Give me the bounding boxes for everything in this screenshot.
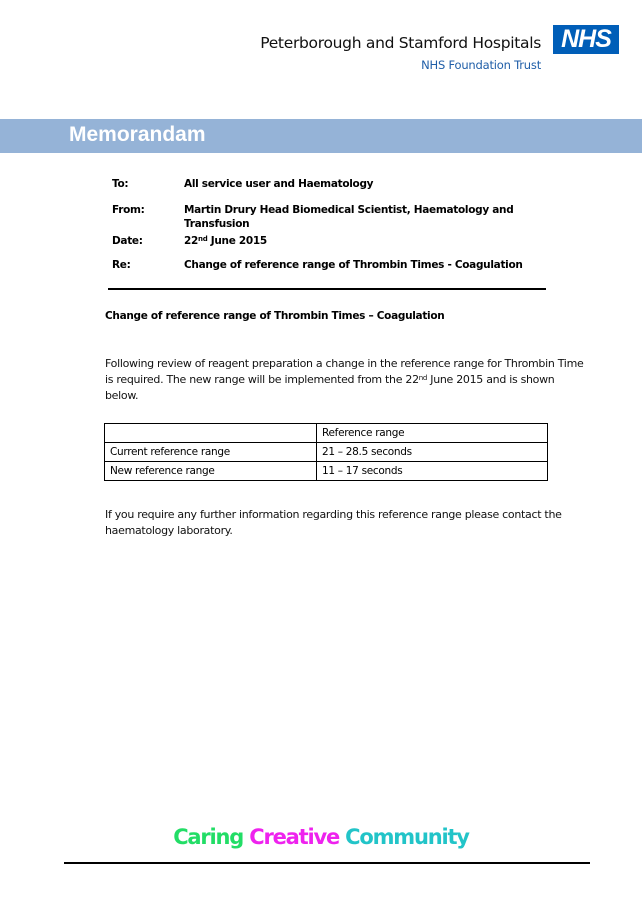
table-cell: 11 – 17 seconds [317,462,548,481]
re-value: Change of reference range of Thrombin Times - Coagulation [184,259,523,271]
from-label: From: [112,204,145,216]
intro-paragraph [105,356,585,404]
date-rest: June 2015 [207,235,267,247]
date-value [184,234,534,248]
organisation-name: Peterborough and Stamford Hospitals [260,34,541,52]
footer-slogan [0,825,642,849]
to-label: To: [112,178,129,190]
table-row [105,443,548,462]
reference-range-table [104,423,548,481]
table-cell: New reference range [105,462,317,481]
table-header-row [105,424,548,443]
slogan-word-community: Community [345,825,469,849]
footer-divider [64,862,590,864]
memo-title: Memorandam [69,123,206,146]
date-label: Date: [112,235,143,247]
nhs-logo: NHS [553,25,619,54]
from-value: Martin Drury Head Biomedical Scientist, Haematology and Transfusion [184,204,514,230]
intro-text-2: June 2015 and is shown below. [105,373,555,402]
slogan-word-caring: Caring [173,825,244,849]
intro-date-suffix: nd [418,374,428,382]
slogan-word-creative: Creative [249,825,340,849]
header-divider [108,288,546,290]
table-header-cell: Reference range [317,424,548,443]
table-cell: Current reference range [105,443,317,462]
re-label: Re: [112,259,131,271]
date-suffix: nd [198,235,208,243]
table-header-cell [105,424,317,443]
table-cell: 21 – 28.5 seconds [317,443,548,462]
table-row [105,462,548,481]
intro-text-1: Following review of reagent preparation a change in the reference range for Thrombin Time is required. The new range will be implemented from the 22 [105,357,584,386]
subject-heading: Change of reference range of Thrombin Times – Coagulation [105,310,445,322]
date-day: 22 [184,235,199,247]
to-value: All service user and Haematology [184,178,374,190]
trust-name: NHS Foundation Trust [421,58,541,72]
contact-paragraph: If you require any further information regarding this reference range please contact the haematology laboratory. [105,508,562,537]
